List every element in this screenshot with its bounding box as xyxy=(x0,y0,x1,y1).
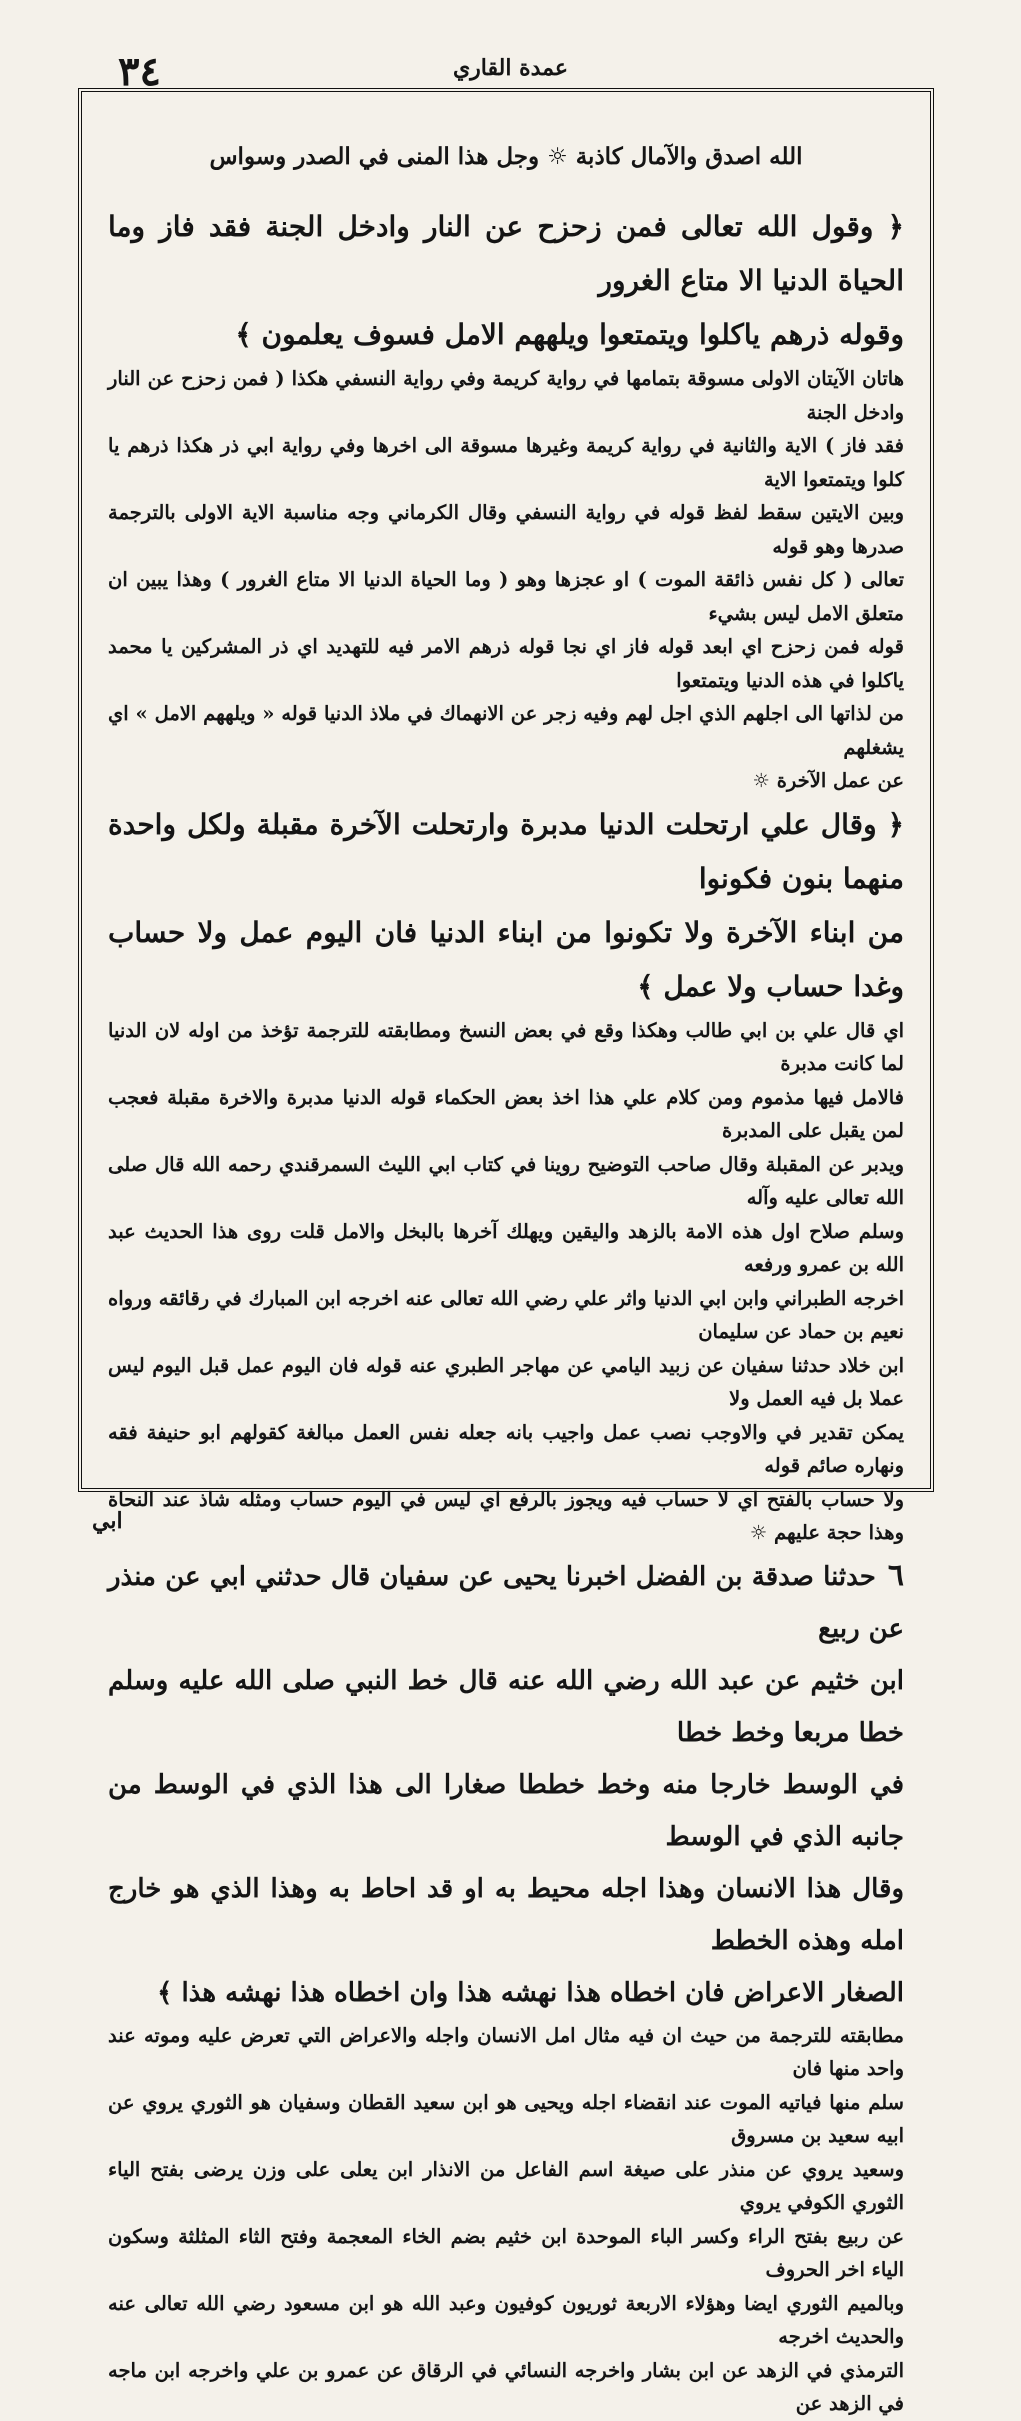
athar-line: من ابناء الآخرة ولا تكونوا من ابناء الدنيا فان اليوم عمل ولا حساب وغدا حساب ولا عمل ﴾ xyxy=(108,915,904,1003)
commentary-line: الترمذي في الزهد عن ابن بشار واخرجه النسائي في الرقاق عن عمرو بن علي واخرجه ابن ماجه في الزهد عن xyxy=(108,2358,904,2415)
catchword: ابي xyxy=(92,1508,123,1534)
hadith-block xyxy=(108,1550,904,2019)
commentary-line: ولا حساب بالفتح اي لا حساب فيه ويجوز بالرفع اي ليس في اليوم حساب ومثله شاذ عند النحاة وهذا حجة عليهم ☼ xyxy=(108,1487,904,1544)
poetry-verse: الله اصدق والآمال كاذبة ☼ وجل هذا المنى في الصدر وسواس xyxy=(209,143,803,170)
commentary-line: يمكن تقدير في والاوجب نصب عمل واجيب بانه جعله نفس العمل مبالغة كقولهم ابو حنيفة فقه ونهاره صائم قوله xyxy=(108,1420,904,1477)
commentary-line: ابن خلاد حدثنا سفيان عن زبيد اليامي عن مهاجر الطبري عنه قوله فان اليوم عمل قبل اليوم ليس عملا بل فيه العمل ولا xyxy=(108,1353,904,1410)
commentary-line: من لذاتها الى اجلهم الذي اجل لهم وفيه زجر عن الانهماك في ملاذ الدنيا قوله « ويلههم الامل » اي يشغلهم xyxy=(108,702,904,759)
hadith-line: في الوسط خارجا منه وخط خططا صغارا الى هذا الذي في الوسط من جانبه الذي في الوسط xyxy=(108,1769,904,1852)
hadith-line: الصغار الاعراض فان اخطاه هذا نهشه هذا وان اخطاه هذا نهشه هذا ﴾ xyxy=(157,1977,904,2008)
commentary-line: مطابقته للترجمة من حيث ان فيه مثال امل الانسان واجله والاعراض التي تعرض عليه وموته عند واحد منها فان xyxy=(108,2023,904,2080)
page-number: ٣٤ xyxy=(118,48,161,95)
commentary-line: هاتان الآيتان الاولى مسوقة بتمامها في رواية كريمة وفي رواية النسفي هكذا ( فمن زحزح عن النار وادخل الجنة xyxy=(108,367,904,424)
hadith-text: حدثنا صدقة بن الفضل اخبرنا يحيى عن سفيان قال حدثني ابي عن منذر عن ربيع xyxy=(108,1561,904,1644)
commentary-line: وسعيد يروي عن منذر على صيغة اسم الفاعل من الانذار ابن يعلى على وزن يرضى بفتح الياء الثوري الكوفي يروي xyxy=(108,2157,904,2214)
commentary-block-1 xyxy=(108,362,904,798)
commentary-line: وسلم صلاح اول هذه الامة بالزهد واليقين ويهلك آخرها بالبخل والامل قلت روى هذا الحديث عبد الله بن عمرو ورفعه xyxy=(108,1219,904,1276)
text-frame xyxy=(78,88,934,2415)
commentary-line: تعالى ( كل نفس ذائقة الموت ) او عجزها وهو ( وما الحياة الدنيا الا متاع الغرور ) وهذا يبين ان متعلق الامل ليس بشيء xyxy=(108,568,904,625)
athar-line: ﴿ وقال علي ارتحلت الدنيا مدبرة وارتحلت الآخرة مقبلة ولكل واحدة منهما بنون فكونوا xyxy=(108,807,904,895)
hadith-line: وقال هذا الانسان وهذا اجله محيط به او قد احاط به وهذا الذي هو خارج امله وهذه الخطط xyxy=(108,1873,904,1956)
athar-block xyxy=(108,798,904,1014)
commentary-block-3 xyxy=(108,2019,904,2421)
commentary-line: ويدبر عن المقبلة وقال صاحب التوضيح روينا في كتاب ابي الليث السمرقندي رحمه الله قال صلى الله تعالى عليه وآله xyxy=(108,1152,904,1209)
running-title: عمدة القاري xyxy=(452,55,569,81)
commentary-line: اي قال علي بن ابي طالب وهكذا وقع في بعض النسخ ومطابقته للترجمة تؤخذ من اوله لان الدنيا لما كانت مدبرة xyxy=(108,1018,904,1075)
commentary-block-2 xyxy=(108,1014,904,1550)
commentary-line: عن عمل الآخرة ☼ xyxy=(752,769,904,792)
quran-line: ﴿ وقول الله تعالى فمن زحزح عن النار وادخل الجنة فقد فاز وما الحياة الدنيا الا متاع الغرور xyxy=(108,210,904,297)
commentary-line: اخرجه الطبراني وابن ابي الدنيا واثر علي رضي الله تعالى عنه اخرجه ابن المبارك في رقائقه ورواه نعيم بن حماد عن سليمان xyxy=(108,1286,904,1343)
commentary-line: عن ربيع بفتح الراء وكسر الباء الموحدة ابن خثيم بضم الخاء المعجمة وفتح الثاء المثلثة وسكون الياء اخر الحروف xyxy=(108,2224,904,2281)
commentary-line: سلم منها فياتيه الموت عند انقضاء اجله ويحيى هو ابن سعيد القطان وسفيان هو الثوري يروي عن ابيه سعيد بن مسروق xyxy=(108,2090,904,2147)
quran-line: وقوله ذرهم ياكلوا ويتمتعوا ويلههم الامل فسوف يعلمون ﴾ xyxy=(235,318,904,351)
quran-block-1 xyxy=(108,200,904,362)
commentary-line: فالامل فيها مذموم ومن كلام علي هذا اخذ بعض الحكماء قوله الدنيا مدبرة والاخرة مقبلة فعجب لمن يقبل على المدبرة xyxy=(108,1085,904,1142)
hadith-line: ابن خثيم عن عبد الله رضي الله عنه قال خط النبي صلى الله عليه وسلم خطا مربعا وخط خطا xyxy=(108,1665,904,1748)
commentary-line: قوله فمن زحزح اي ابعد قوله فاز اي نجا قوله ذرهم الامر فيه للتهديد اي ذر المشركين يا محمد ياكلوا في هذه الدنيا ويتمتعوا xyxy=(108,635,904,692)
commentary-line: فقد فاز ) الاية والثانية في رواية كريمة وغيرها مسوقة الى اخرها وفي رواية ابي ذر هكذا ذرهم يا كلوا ويتمتعوا الاية xyxy=(108,434,904,491)
commentary-line: وبالميم الثوري ايضا وهؤلاء الاربعة ثوريون كوفيون وعبد الله هو ابن مسعود رضي الله تعالى عنه والحديث اخرجه xyxy=(108,2291,904,2348)
commentary-line: وبين الايتين سقط لفظ قوله في رواية النسفي وقال الكرماني وجه مناسبة الاية الاولى بالترجمة صدرها وهو قوله xyxy=(108,501,904,558)
hadith-line xyxy=(108,1550,904,1655)
hadith-number: ٦ xyxy=(887,1557,904,1593)
